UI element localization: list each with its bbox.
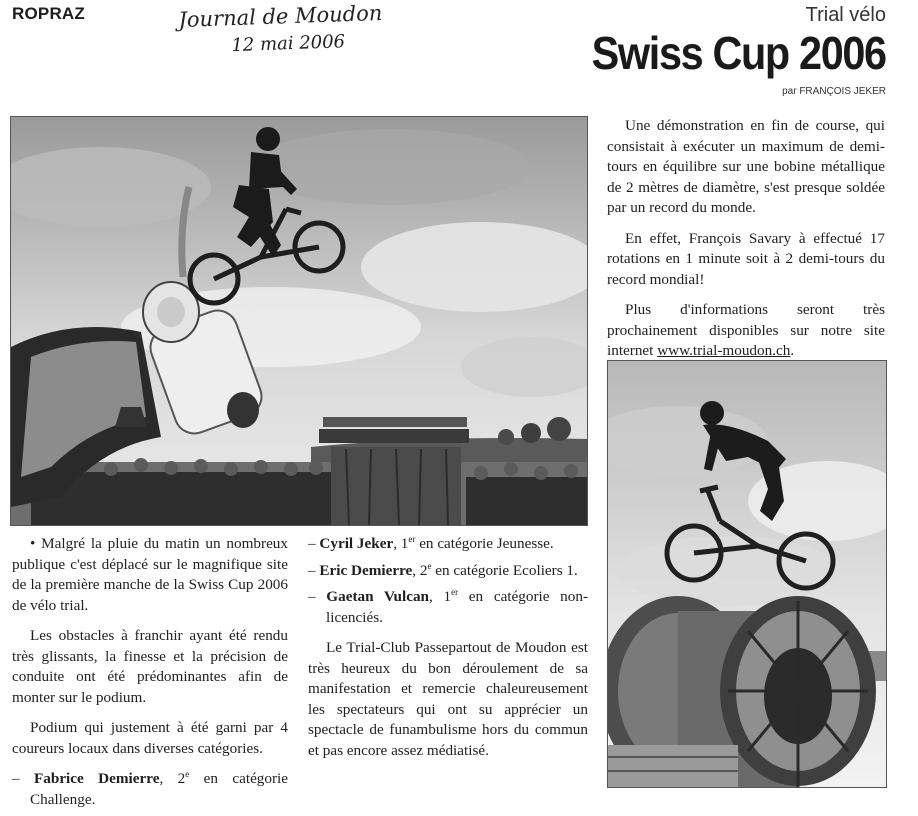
paragraph-record: En effet, François Savary à effectué 17 rotations en 1 minute soit à 2 demi-tours du record mondial! (607, 229, 885, 288)
main-photo (10, 116, 588, 526)
result-rank: 2 (419, 561, 428, 579)
result-name: Gaetan Vulcan (326, 588, 429, 605)
paragraph-demonstration: Une démonstration en fin de course, qui consistait à exécuter un maximum de demi-tours en équilibre sur une bobine métallique de 2 mètres de diamètre, s'est presque soldée par un record du monde. (607, 117, 885, 216)
result-name: Cyril Jeker (319, 535, 394, 552)
paragraph-obstacles: Les obstacles à franchir ayant été rendu très glissants, la finesse et la précision de conduite ont été prédominantes afin de monter sur le podium. (12, 627, 288, 706)
result-name: Eric Demierre (319, 561, 413, 579)
main-photo-illustration (11, 117, 587, 525)
result-item: – Gaetan Vulcan, 1er en catégorie non-licenciés. (308, 586, 589, 626)
paragraph-podium: Podium qui justement à été garni par 4 coureurs locaux dans diverses catégories. (12, 719, 288, 757)
article-column-middle (308, 534, 588, 771)
paragraph-more-info (607, 300, 885, 362)
result-name: Fabrice Demierre (34, 770, 160, 787)
side-photo-illustration (608, 361, 886, 787)
result-rank: 1 (443, 588, 452, 605)
article-headline: Swiss Cup 2006 (591, 27, 886, 79)
article-rubric: Trial vélo (805, 4, 886, 26)
handwritten-date: 12 mai 2006 (231, 31, 346, 57)
handwritten-annotation (178, 0, 384, 62)
result-rank: 1 (400, 535, 409, 552)
result-item: – Eric Demierre, 2e en catégorie Ecoliers 1. (308, 560, 578, 579)
paragraph-closing: Le Trial-Club Passepartout de Moudon est très heureux du bon déroulement de sa manifestation et remercie chaleureusement les spectateurs qui ont su apprécier un spectacle de funambulisme hors du commun et pas encore assez médiatisé. (308, 639, 588, 759)
article-column-right (607, 116, 885, 372)
article-byline (782, 86, 886, 97)
paragraph-intro: • Malgré la pluie du matin un nombreux publique c'est déplacé sur le magnifique site de la première manche de la Swiss Cup 2006 de vélo trial. (12, 535, 288, 614)
side-photo (607, 360, 887, 788)
section-kicker: ROPRAZ (12, 4, 85, 23)
result-rank: 2 (177, 770, 186, 787)
website-link[interactable]: www.trial-moudon.ch (657, 342, 791, 359)
byline-author: FRANÇOIS JEKER (799, 86, 886, 97)
more-info-text: Plus d'informations seront très prochainement disponibles sur notre site internet (607, 301, 885, 359)
handwritten-source: Journal de Moudon (178, 0, 383, 32)
article-column-left (12, 534, 288, 816)
more-info-period: . (790, 342, 795, 359)
result-item: – Fabrice Demierre, 2e en catégorie Challenge. (12, 768, 289, 808)
result-item: – Cyril Jeker, 1er en catégorie Jeunesse. (308, 533, 554, 552)
byline-prefix: par (782, 86, 797, 97)
